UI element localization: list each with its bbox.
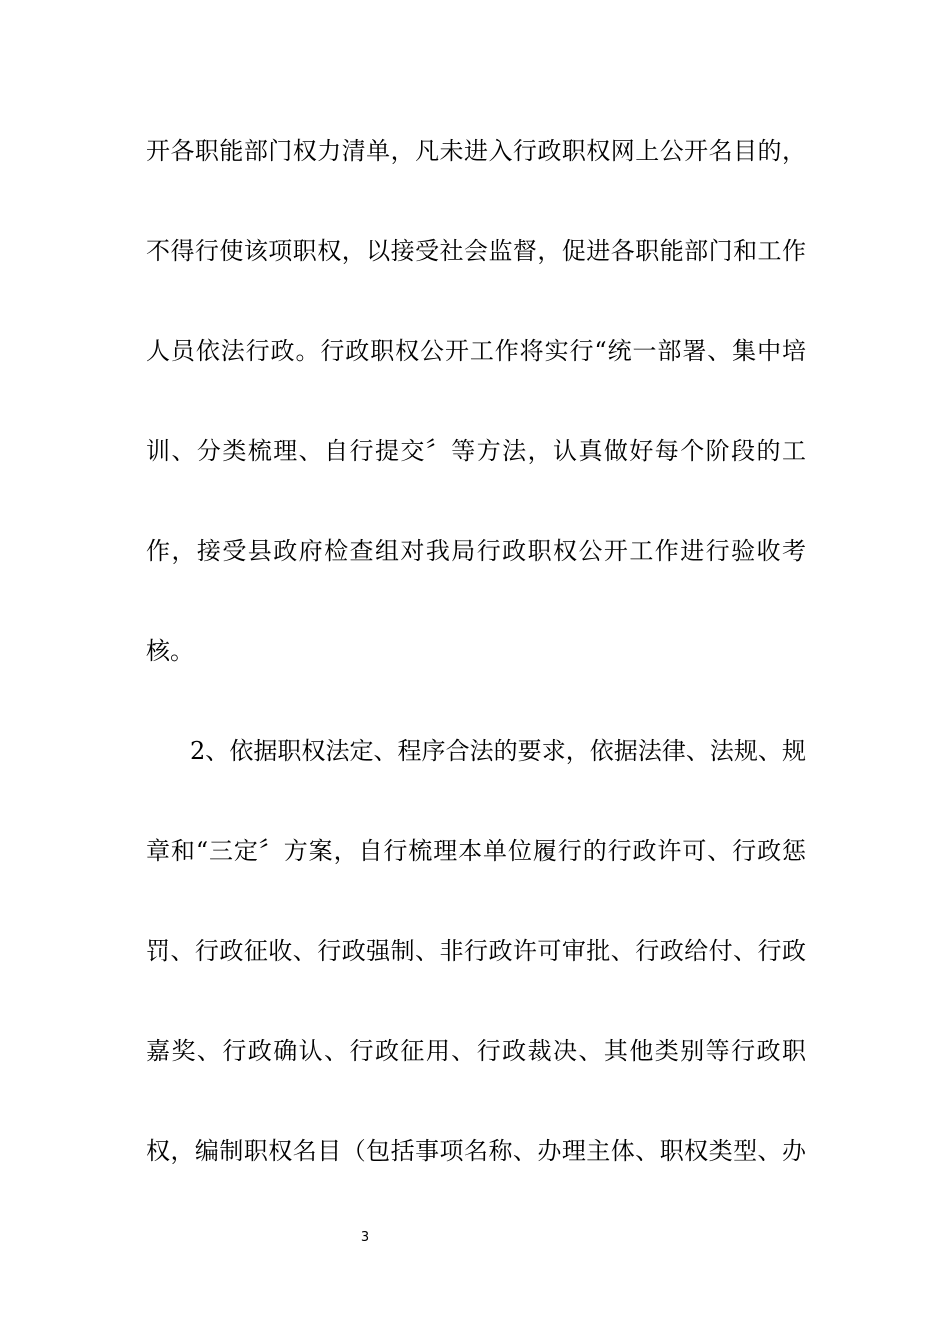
text-line: 不得行使该项职权，以接受社会监督，促进各职能部门和工作 bbox=[146, 237, 806, 265]
text-line: 核。 bbox=[146, 637, 194, 665]
text-line: 训、分类梳理、自行提交〞等方法，认真做好每个阶段的工 bbox=[146, 437, 806, 465]
text-line: 人员依法行政。行政职权公开工作将实行“统一部署、集中培 bbox=[146, 337, 806, 365]
text-line: 权，编制职权名目（包括事项名称、办理主体、职权类型、办 bbox=[146, 1137, 806, 1165]
text-line: 章和“三定〞方案，自行梳理本单位履行的行政许可、行政惩 bbox=[146, 837, 806, 865]
paragraph-start-line: 2、依据职权法定、程序合法的要求，依据法律、法规、规 bbox=[190, 737, 806, 765]
text-line: 罚、行政征收、行政强制、非行政许可审批、行政给付、行政 bbox=[146, 937, 806, 965]
text-line: 开各职能部门权力清单，凡未进入行政职权网上公开名目的， bbox=[146, 137, 806, 165]
text-line: 嘉奖、行政确认、行政征用、行政裁决、其他类别等行政职 bbox=[146, 1037, 806, 1065]
page-number: 3 bbox=[360, 1230, 370, 1245]
text-line: 作，接受县政府检查组对我局行政职权公开工作进行验收考 bbox=[146, 537, 806, 565]
